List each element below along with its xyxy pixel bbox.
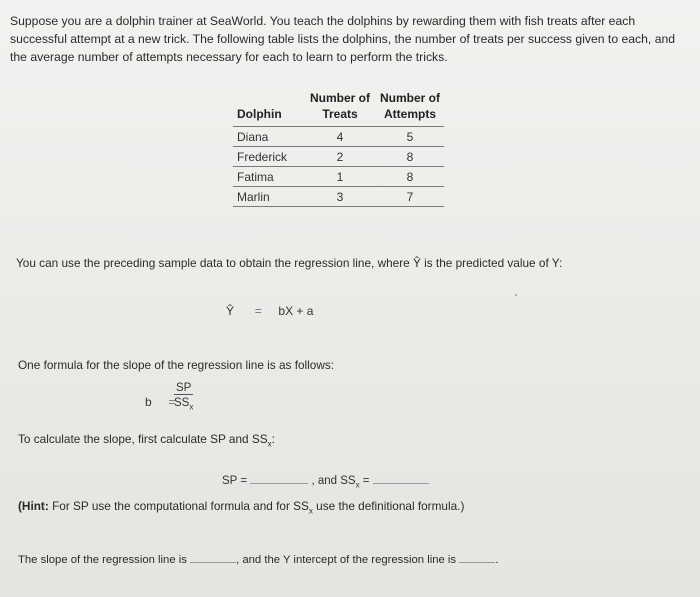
final-answer-line: The slope of the regression line is , and the Y intercept of the regression line is . [18, 550, 498, 566]
header-dolphin: Dolphin [237, 107, 282, 121]
table-header-row-2 [233, 106, 444, 127]
dolphin-name: Diana [233, 127, 304, 147]
header-attempts-bottom: Attempts [383, 107, 436, 121]
problem-intro: Suppose you are a dolphin trainer at SeaWorld. You teach the dolphins by rewarding them with fish treats after each successful attempt at a new trick. The following table lists the dolphins, the number of treats per success given to each, and the average number of attempts necessary for each to learn to perform the tricks. [10, 14, 676, 64]
dolphin-name: Frederick [233, 147, 304, 167]
sp-label: SP = [222, 475, 248, 487]
table-row [233, 167, 444, 187]
slope-equals-sign: = [168, 395, 176, 409]
dolphin-name: Marlin [233, 187, 304, 207]
ss-label: , and $SS_x$ = [311, 475, 370, 490]
attempts-value: 8 [376, 167, 444, 187]
b-symbol: b [145, 395, 152, 409]
sp-answer-blank[interactable] [250, 471, 308, 484]
treats-value: 3 [304, 187, 376, 207]
slope-numerator: SP [176, 382, 192, 394]
dolphin-name: Fatima [233, 167, 304, 187]
ss-answer-blank[interactable] [373, 471, 429, 484]
slope-denominator: $SS_x$ [174, 397, 194, 412]
slope-intro: One formula for the slope of the regression line is as follows: [18, 358, 335, 372]
calc-instruction: To calculate the slope, first calculate SP and $SS_x$: [18, 432, 275, 449]
table-row [233, 147, 444, 167]
intercept-answer-blank[interactable] [459, 550, 495, 563]
header-attempts-top: Number of [380, 91, 440, 105]
attempts-value: 5 [376, 127, 444, 147]
treats-value: 2 [304, 147, 376, 167]
table-row [233, 187, 444, 207]
table-header-row-1 [233, 90, 444, 106]
treats-value: 4 [304, 127, 376, 147]
sp-ss-answer-line [222, 471, 429, 489]
table-row [233, 127, 444, 147]
regression-equation [226, 304, 313, 318]
slope-fraction [174, 382, 193, 411]
y-hat-symbol: Ŷ [226, 304, 235, 318]
regression-intro: You can use the preceding sample data to obtain the regression line, where Ŷ is the predicted value of Y: [16, 256, 563, 270]
header-treats-top: Number of [310, 91, 370, 105]
equals-sign: = [254, 304, 262, 318]
stray-mark [515, 294, 517, 296]
attempts-value: 7 [376, 187, 444, 207]
dolphin-table [233, 90, 444, 207]
treats-value: 1 [304, 167, 376, 187]
regression-rhs: bX + a [278, 304, 314, 318]
slope-answer-blank[interactable] [190, 550, 236, 563]
hint-text: (Hint: For SP use the computational formula and for $SS_x$ use the definitional formula.) [18, 499, 465, 516]
header-treats-bottom: Treats [322, 107, 358, 121]
slope-lhs [145, 395, 175, 409]
attempts-value: 8 [376, 147, 444, 167]
